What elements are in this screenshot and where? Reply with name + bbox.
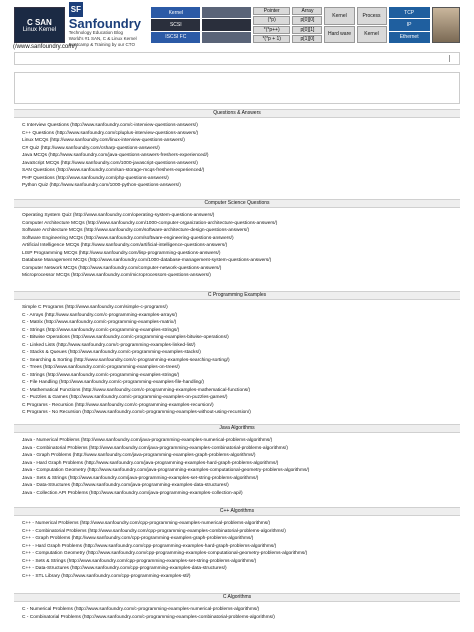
tagline1: World's #1 SAN, C & Linux Kernel (68, 36, 137, 42)
pointer-column (253, 7, 291, 43)
list-item[interactable]: Computer Architecture MCQs (http://www.sanfoundry.com/1000-computer-organization-architecture-questions-answers/) (22, 220, 278, 226)
c-examples-list (22, 304, 251, 417)
list-item[interactable]: Java - Graph Problems (http://www.sanfoundry.com/java-programming-examples-graph-problems-algorithms/) (22, 453, 256, 458)
brand-badge: SF (69, 2, 83, 17)
kernel-cell: Kernel (324, 7, 354, 25)
kernel-hardware-column (324, 7, 354, 43)
list-item[interactable]: Java MCQs (http://www.sanfoundry.com/java-questions-answers-freshers-experienced/) (22, 153, 209, 158)
section-header-cpp: C++ Algorithms (14, 507, 460, 516)
kernel-cell: Kernel (357, 26, 387, 44)
list-item[interactable]: JavaScript MCQs (http://www.sanfoundry.com/1000-javascript-questions-answers/) (22, 160, 198, 166)
list-item[interactable]: C - Matrix (http://www.sanfoundry.com/c-programming-examples-matrix/) (22, 320, 177, 325)
list-item[interactable]: Operating System Quiz (http://www.sanfoundry.com/operating-system-questions-answers/) (22, 213, 215, 218)
list-item[interactable]: C++ - Graph Problems (http://www.sanfoundry.com/cpp-programming-examples-graph-problems-algorithms/) (22, 536, 254, 541)
process-column (357, 7, 387, 43)
list-item[interactable]: C - Mathematical Functions (http://www.sanfoundry.com/c-programming-examples-mathematical-functions/) (22, 387, 251, 393)
brand-sub: Technology Education Blog (68, 30, 124, 36)
qa-list (22, 122, 209, 190)
list-item[interactable]: C++ - Sets & Strings (http://www.sanfoundry.com/cpp-programming-examples-set-string-problems-algorithms/) (22, 558, 257, 564)
list-item[interactable]: Java - Numerical Problems (http://www.sanfoundry.com/java-programming-examples-numerical-problems-algorithms/) (22, 438, 273, 443)
list-item[interactable]: Microprocessor MCQs (http://www.sanfoundry.com/microprocessors-questions-answers/) (22, 273, 211, 278)
site-url-link[interactable]: (/www.sanfoundry.com/) (13, 44, 77, 50)
list-item[interactable]: Java - Computation Geometry (http://www.sanfoundry.com/java-programming-examples-computational-geometry-problems-algorithms/) (22, 468, 310, 473)
array-cell: p[1][0] (292, 35, 322, 43)
list-item[interactable]: Java - Collection API Problems (http://www.sanfoundry.com/java-programming-examples-collection-api/) (22, 490, 243, 496)
array-cell: p[0][1] (292, 26, 322, 34)
array-column (292, 7, 322, 43)
array-cell: p[0][0] (292, 16, 322, 24)
java-list (22, 437, 309, 497)
list-item[interactable]: C++ - Computation Geometry (http://www.sanfoundry.com/cpp-programming-examples-computational-geometry-problems-algorithms/) (22, 551, 308, 556)
list-item[interactable]: C - Bitwise Operations (http://www.sanfoundry.com/c-programming-examples-bitwise-operations/) (22, 335, 229, 340)
cs-list (22, 212, 277, 280)
list-item[interactable]: C Programs - No Recursion (http://www.sanfoundry.com/c-programming-examples-without-using-recursion/) (22, 410, 251, 415)
list-item[interactable]: C++ - Combinatorial Problems (http://www.sanfoundry.com/cpp-programming-examples-combinatorial-problems-algorithms/) (22, 528, 286, 534)
list-item[interactable]: Java - Data-Structures (http://www.sanfoundry.com/java-programming-examples-data-structures/) (22, 483, 229, 488)
ip-cell: IP (389, 19, 430, 30)
list-item[interactable]: Software Architecture MCQs (http://www.sanfoundry.com/software-architecture-design-questions-answers/) (22, 228, 250, 233)
brand-name: Sanfoundry (68, 16, 141, 32)
process-cell: Process (357, 7, 387, 25)
list-item[interactable]: C++ - Data-Structures (http://www.sanfoundry.com/cpp-programming-examples-data-structures/) (22, 566, 227, 571)
list-item[interactable]: C - Trees (http://www.sanfoundry.com/c-programming-examples-on-trees/) (22, 365, 180, 370)
list-item[interactable]: C++ - Hard Graph Problems (http://www.sanfoundry.com/cpp-programming-examples-hard-graph-problems-algorithms/) (22, 543, 277, 549)
list-item[interactable]: C++ Questions (http://www.sanfoundry.com/cpluplus-interview-questions-answers/) (22, 130, 199, 136)
hardware-graphic (202, 7, 251, 43)
list-item[interactable]: Computer Network MCQs (http://www.sanfoundry.com/computer-network-questions-answers/) (22, 265, 222, 271)
list-item[interactable]: Database Management MCQs (http://www.sanfoundry.com/1000-database-management-system-questions-answers/) (22, 258, 272, 263)
list-item[interactable]: C - Strings (http://www.sanfoundry.com/c-programming-examples-strings/) (22, 327, 180, 333)
list-item[interactable]: Java - Combinatorial Problems (http://www.sanfoundry.com/java-programming-examples-combinatorial-problems-algorithms/) (22, 445, 288, 451)
brand-block[interactable] (67, 5, 150, 48)
list-item[interactable]: C - Numerical Problems (http://www.sanfoundry.com/c-programming-examples-numerical-problems-algorithms/) (22, 607, 260, 612)
cpp-list (22, 520, 307, 580)
tcp-cell: TCP (389, 7, 430, 18)
ad-placeholder (14, 72, 460, 104)
code-cell: *(*p++) (253, 26, 291, 34)
ethernet-cell: Ethernet (389, 32, 430, 43)
section-header-java: Java Algorithms (14, 424, 460, 433)
array-cell: Array (292, 7, 322, 15)
section-header-qa: Questions & Answers (14, 109, 460, 118)
section-header-c-examples: C Programming Examples (14, 291, 460, 300)
list-item[interactable]: Python Quiz (http://www.sanfoundry.com/1000-python-questions-answers/) (22, 183, 181, 188)
list-item[interactable]: C - File Handling (http://www.sanfoundry.com/c-programming-examples-file-handling/) (22, 380, 204, 385)
san-logo[interactable] (14, 7, 65, 43)
kernel-cell: Kernel (151, 7, 200, 18)
list-item[interactable]: SAN Questions (http://www.sanfoundry.com/san-storage-mcqs-freshers-experienced/) (22, 168, 205, 173)
logo-line2: Linux Kernel (22, 26, 57, 33)
iscsi-cell: ISCSI FC (151, 32, 200, 43)
list-item[interactable]: C - Stacks & Queues (http://www.sanfoundry.com/c-programming-examples-stacks/) (22, 350, 201, 355)
logo-line1: C SAN (26, 17, 52, 27)
list-item[interactable]: LISP Programming MCQs (http://www.sanfoundry.com/lisp-programming-questions-answers/) (22, 250, 221, 256)
network-column (389, 7, 430, 43)
list-item[interactable]: C++ - Numerical Problems (http://www.sanfoundry.com/cpp-programming-examples-numerical-problems-algorithms/) (22, 521, 271, 526)
list-item[interactable]: C Interview Questions (http://www.sanfoundry.com/c-interview-questions-answers/) (22, 123, 198, 128)
list-item[interactable]: Simple C Programs (http://www.sanfoundry.com/simple-c-programs/) (22, 305, 168, 310)
list-item[interactable]: Java - Sets & Strings (http://www.sanfoundry.com/java-programming-examples-set-string-problems-algorithms/) (22, 475, 259, 481)
list-item[interactable]: C - Combinatorial Problems (http://www.sanfoundry.com/c-programming-examples-combinatorial-problems-algorithms/) (22, 614, 275, 620)
search-cursor (449, 55, 450, 62)
list-item[interactable]: Software Engineering MCQs (http://www.sanfoundry.com/software-engineering-questions-answers/) (22, 235, 234, 241)
hardware-cell: Hard ware (324, 26, 354, 44)
code-cell: (*p) (253, 16, 291, 24)
list-item[interactable]: C - Strings (http://www.sanfoundry.com/c-programming-examples-strings/) (22, 372, 180, 378)
pointer-cell: Pointer (253, 7, 291, 15)
list-item[interactable]: C - Linked Lists (http://www.sanfoundry.com/c-programming-examples-linked-list/) (22, 342, 196, 348)
scsi-cell: SCSI (151, 19, 200, 30)
list-item[interactable]: Linux MCQs (http://www.sanfoundry.com/linux-interview-questions-answers/) (22, 138, 185, 143)
c-algorithms-list (22, 606, 275, 621)
list-item[interactable]: C - Searching & Sorting (http://www.sanfoundry.com/c-programming-examples-searching-sorting/) (22, 357, 230, 363)
list-item[interactable]: C - Puzzles & Games (http://www.sanfoundry.com/c-programming-examples-on-puzzles-games/) (22, 395, 228, 400)
cto-photo (432, 7, 460, 43)
list-item[interactable]: C# Quiz (http://www.sanfoundry.com/csharp-questions-answers/) (22, 145, 160, 151)
list-item[interactable]: Artificial Intelligence MCQs (http://www.sanfoundry.com/artificial-intelligence-questions-answers/) (22, 243, 228, 248)
list-item[interactable]: PHP Questions (http://www.sanfoundry.com/php-questions-answers/) (22, 175, 169, 181)
list-item[interactable]: C Programs - Recursion (http://www.sanfoundry.com/c-programming-examples-recursion/) (22, 402, 214, 408)
list-item[interactable]: Java - Hard Graph Problems (http://www.sanfoundry.com/java-programming-examples-hard-graph-problems-algorithms/) (22, 460, 279, 466)
tagline2: Bootcamp & Training by our CTO (68, 42, 135, 48)
kernel-column (151, 7, 200, 43)
section-header-c-algorithms: C Algorithms (14, 593, 460, 602)
list-item[interactable]: C++ - STL Library (http://www.sanfoundry.com/cpp-programming-examples-stl/) (22, 573, 191, 579)
section-header-cs: Computer Science Questions (14, 199, 460, 208)
search-bar[interactable] (14, 52, 460, 65)
code-cell: *(*p + 1) (253, 35, 291, 43)
list-item[interactable]: C - Arrays (http://www.sanfoundry.com/c-programming-examples-arrays/) (22, 312, 178, 318)
